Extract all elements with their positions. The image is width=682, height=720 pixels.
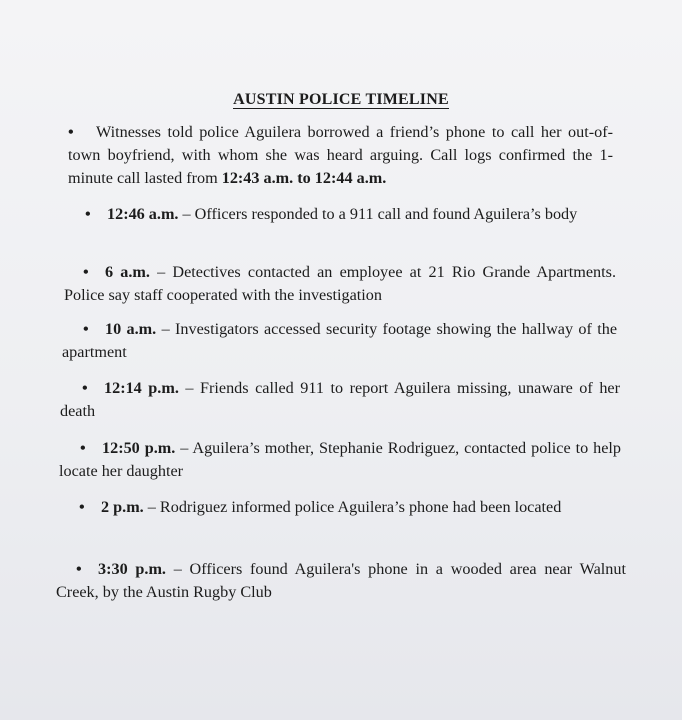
bullet-icon: •	[76, 560, 82, 578]
entry-text: – Officers found Aguilera's phone in a wooded area near Walnut Creek, by the Austin Rugby Club	[56, 560, 626, 601]
timeline-entry-7	[56, 558, 626, 604]
timeline-entry-0	[68, 121, 613, 190]
entry-text: – Investigators accessed security footage showing the hallway of the apartment	[62, 320, 618, 361]
entry-text: – Friends called 911 to report Aguilera missing, unaware of her death	[60, 379, 620, 420]
entry-time: 12:43 a.m. to 12:44 a.m.	[221, 169, 387, 187]
timeline-entry-6	[57, 496, 623, 519]
entry-text: – Rodriguez informed police Aguilera’s phone had been located	[143, 498, 562, 516]
entry-time: 12:50 p.m.	[102, 439, 176, 457]
entry-time: 2 p.m.	[101, 498, 144, 516]
entry-text: Witnesses told police Aguilera borrowed a friend’s phone to call her out-of-town boyfriend, with whom she was heard arguing. Call logs confirmed the 1-minute call lasted from	[68, 123, 613, 187]
entry-text: – Officers responded to a 911 call and found Aguilera’s body	[178, 205, 578, 223]
entry-time: 10 a.m.	[105, 320, 157, 338]
entry-text: – Detectives contacted an employee at 21 Rio Grande Apartments. Police say staff cooperated with the investigation	[64, 263, 616, 304]
entry-time: 6 a.m.	[105, 263, 150, 281]
bullet-icon: •	[83, 320, 89, 338]
timeline-entry-1	[57, 203, 614, 226]
document-title: AUSTIN POLICE TIMELINE	[233, 91, 449, 108]
bullet-icon: •	[79, 498, 85, 516]
timeline-entry-4	[60, 377, 620, 423]
entry-text: – Aguilera’s mother, Stephanie Rodriguez, contacted police to help locate her daughter	[59, 439, 621, 480]
entry-time: 12:14 p.m.	[104, 379, 179, 397]
entry-time: 3:30 p.m.	[98, 560, 166, 578]
bullet-icon: •	[80, 439, 86, 457]
bullet-icon: •	[82, 379, 88, 397]
entry-time: 12:46 a.m.	[107, 205, 179, 223]
bullet-icon: •	[68, 123, 74, 141]
timeline-entry-2	[64, 261, 616, 307]
timeline-entry-5	[59, 437, 621, 483]
bullet-icon: •	[85, 205, 91, 223]
timeline-entry-3	[62, 318, 617, 364]
bullet-icon: •	[83, 263, 89, 281]
